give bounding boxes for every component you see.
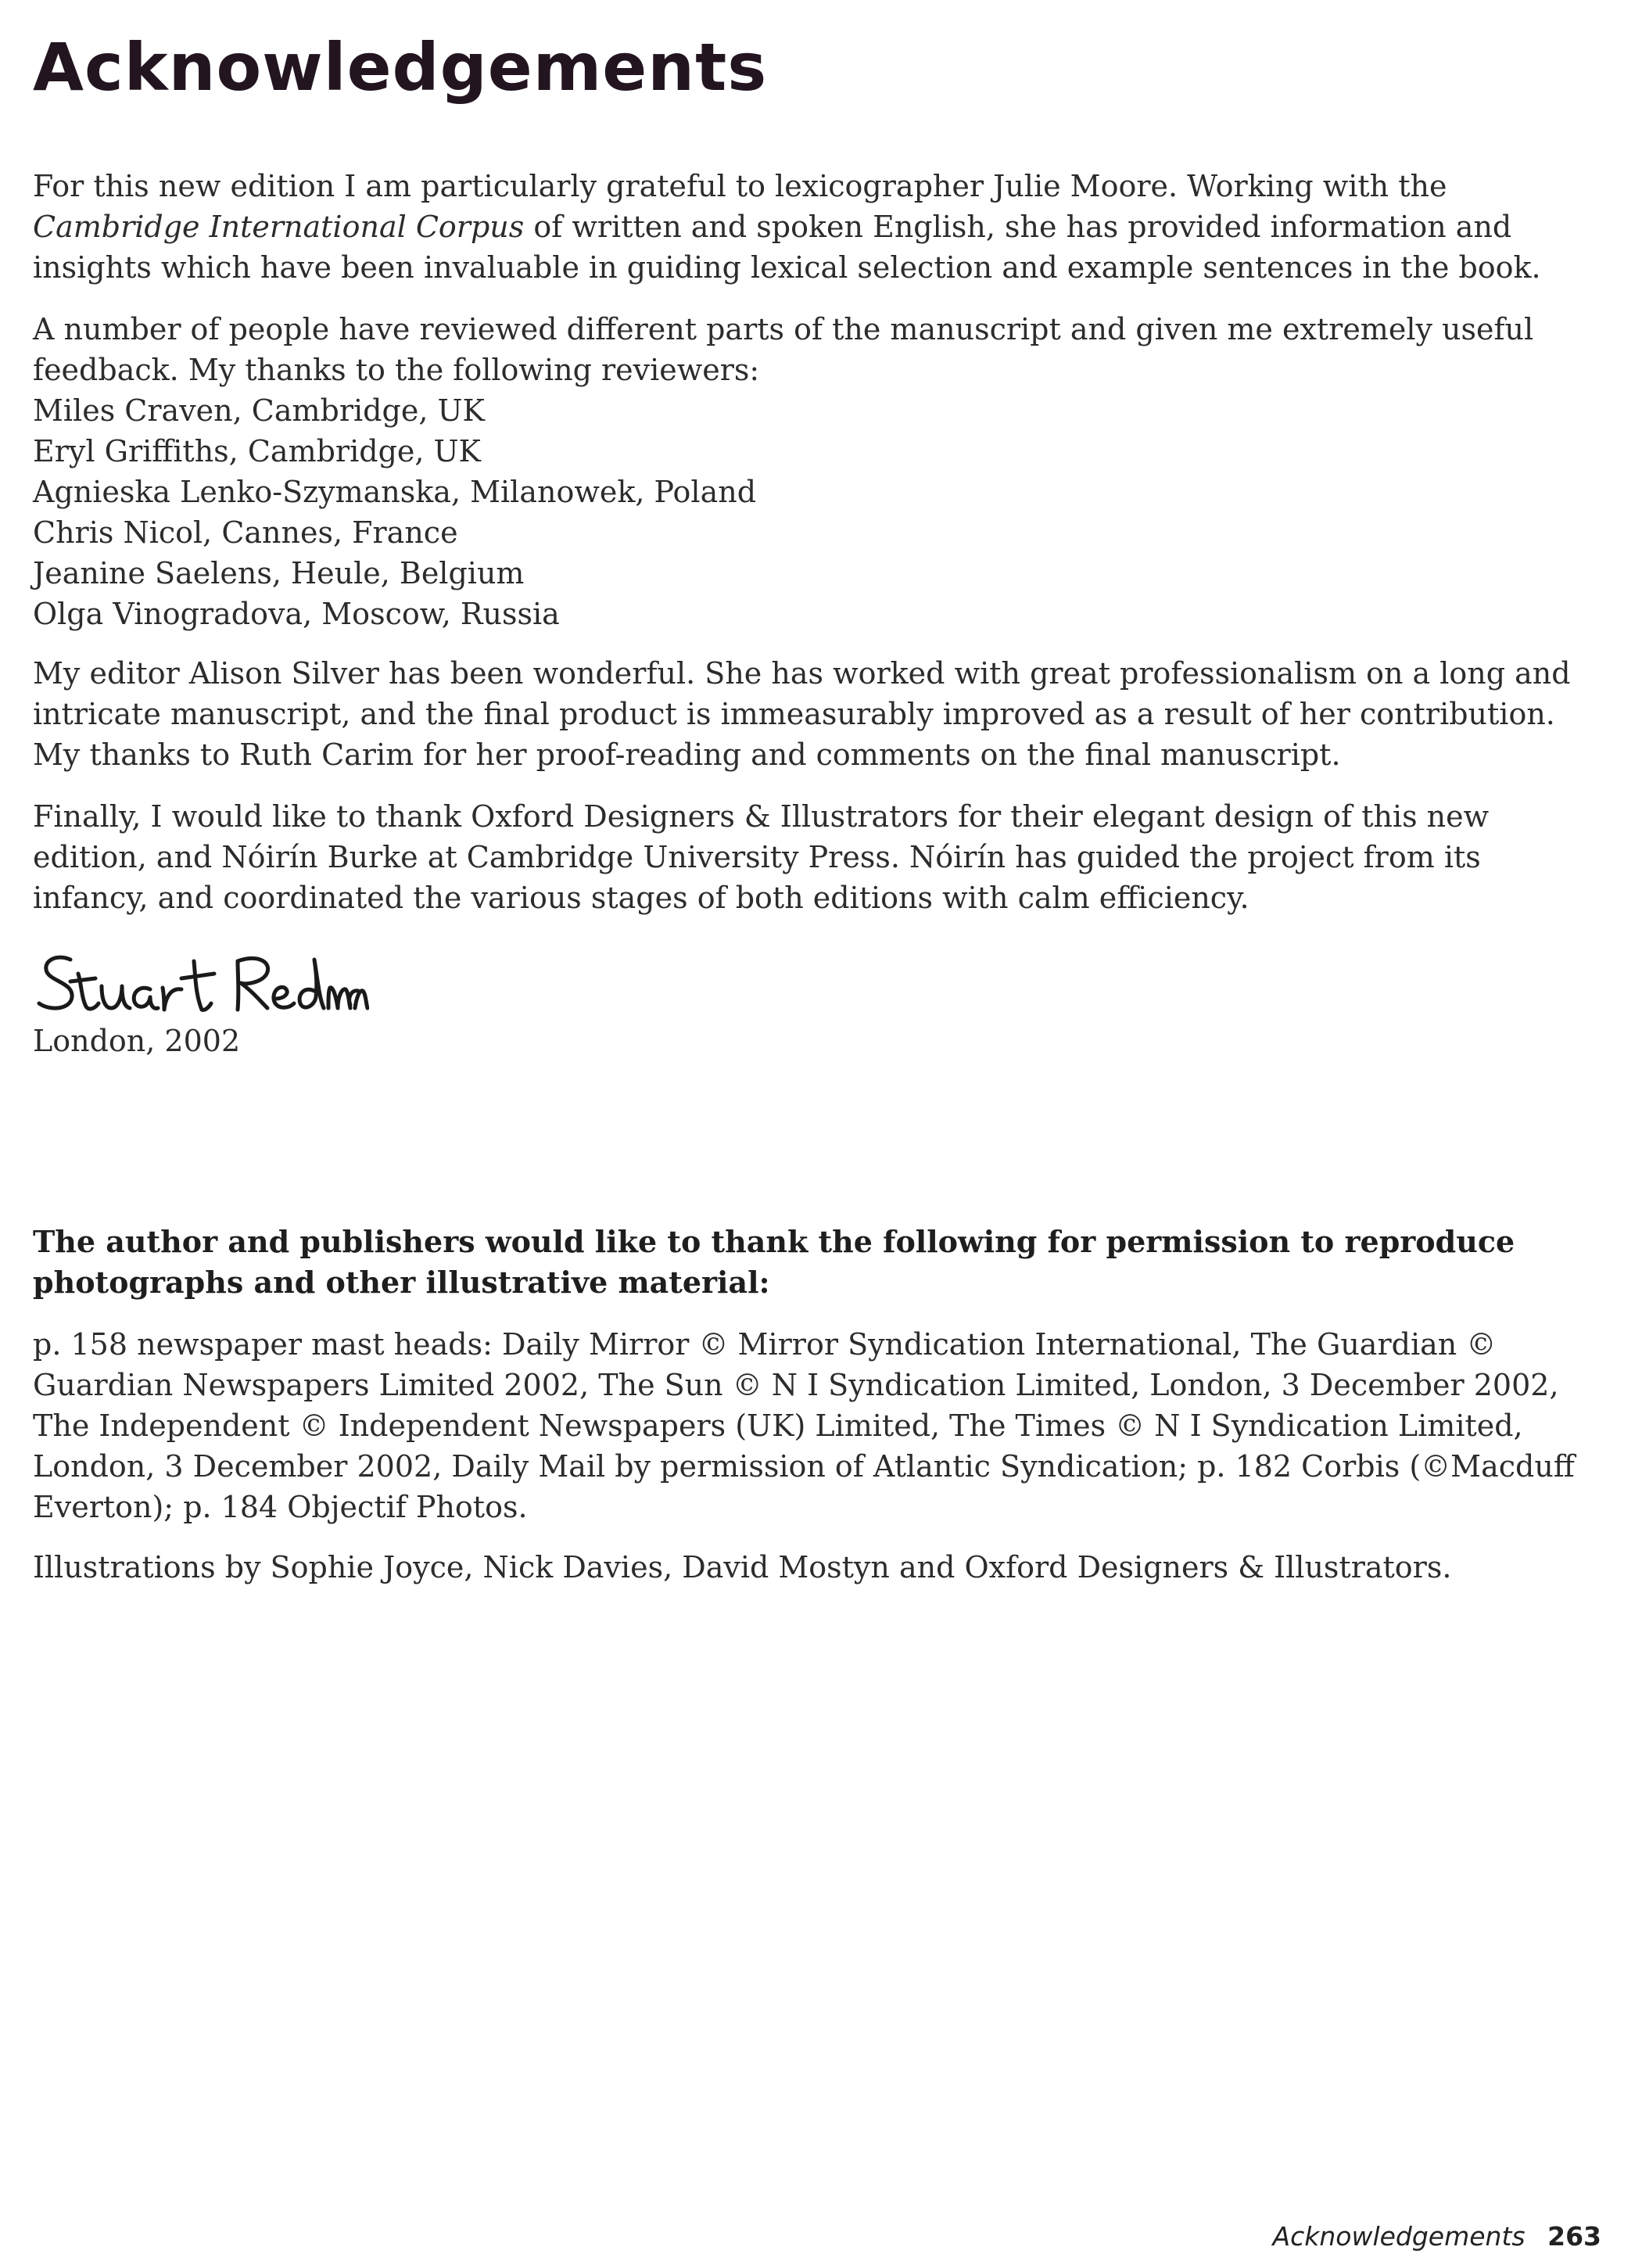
page-heading: Acknowledgements — [33, 29, 768, 106]
reviewer-item: Chris Nicol, Cannes, France — [33, 515, 458, 550]
paragraph-final-thanks: Finally, I would like to thank Oxford Designers & Illustrators for their elegant design of this new edition, and Nóirín Burke at Cambridge University Press. Nóirín has guided the project from its infancy, and coordinated the various stages of both editions with calm efficiency. — [33, 799, 1490, 915]
paragraph-text: of written and spoken English, she has provided information and insights which have been invaluable in guiding lexical selection and example sentences in the book. — [33, 210, 1541, 285]
page-number: 263 — [1547, 2221, 1601, 2252]
footer-section-label: Acknowledgements — [1272, 2221, 1525, 2252]
page-footer — [1273, 2221, 1601, 2252]
paragraph-corpus-thanks — [33, 166, 1589, 288]
paragraph-editor-thanks: My editor Alison Silver has been wonderful. She has worked with great professionalism on a long and intricate manuscript, and the final product is immeasurably improved as a result of her contribution. My thanks to Ruth Carim for her proof-reading and comments on the final manuscript. — [33, 656, 1571, 772]
reviewers-intro: A number of people have reviewed different parts of the manuscript and given me extremely useful feedback. My thanks to the following reviewers: — [33, 312, 1534, 387]
reviewer-item: Agnieska Lenko-Szymanska, Milanowek, Poland — [33, 475, 757, 509]
reviewer-item: Eryl Griffiths, Cambridge, UK — [33, 434, 481, 468]
reviewer-item: Miles Craven, Cambridge, UK — [33, 393, 485, 428]
place-date: London, 2002 — [33, 1024, 241, 1058]
reviewers-section — [33, 309, 1589, 634]
reviewer-item: Olga Vinogradova, Moscow, Russia — [33, 597, 560, 631]
permissions-text: p. 158 newspaper mast heads: Daily Mirror © Mirror Syndication International, The Guardian © Guardian Newspapers Limited 2002, The Sun © N I Syndication Limited, London, 3 December 2002, The Independent © Independent Newspapers (UK) Limited, The Times © N I Syndication Limited, London, 3 December 2002, Daily Mail by permission of Atlantic Syndication; p. 182 Corbis (©Macduff Everton); p. 184 Objectif Photos. — [33, 1327, 1575, 1524]
paragraph-text: For this new edition I am particularly grateful to lexicographer Julie Moore. Working with the — [33, 169, 1447, 203]
corpus-title: Cambridge International Corpus — [33, 210, 525, 244]
handwritten-signature — [33, 942, 369, 1028]
reviewer-item: Jeanine Saelens, Heule, Belgium — [33, 556, 525, 590]
permissions-heading: The author and publishers would like to thank the following for permission to reproduce photographs and other illustrative material: — [33, 1224, 1515, 1300]
illustrations-credit: Illustrations by Sophie Joyce, Nick Davies, David Mostyn and Oxford Designers & Illustrators. — [33, 1550, 1452, 1584]
